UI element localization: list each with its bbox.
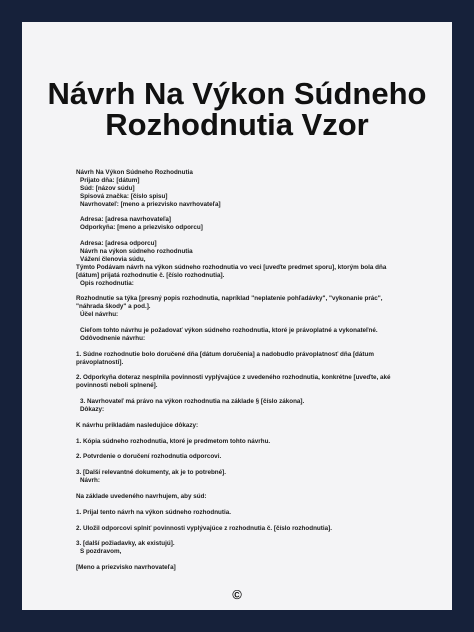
blank-line — [76, 414, 406, 422]
body-line: Návrh Na Výkon Súdneho Rozhodnutia — [76, 169, 193, 176]
blank-line — [76, 367, 406, 375]
body-line: Odporkyňa: [meno a priezvisko odporcu] — [80, 224, 203, 232]
body-line: 3. [další požiadavky, ak existujú]. — [76, 540, 175, 548]
body-line: 2. Odporkyňa doteraz nesplnila povinnosti vyplývajúce z uvedeného rozhodnutia, konkrétne [uveďte, aké povinnosti neboli splnené]. — [76, 374, 391, 390]
body-line: 1. Kópia súdneho rozhodnutia, ktoré je predmetom tohto návrhu. — [76, 437, 271, 445]
body-line: Na základe uvedeného navrhujem, aby súd: — [76, 492, 207, 500]
blank-line — [76, 446, 406, 454]
blank-line — [76, 532, 406, 540]
body-line: Navrhovateľ: [meno a priezvisko navrhovateľa] — [80, 200, 221, 208]
blank-line — [76, 232, 406, 240]
document-title — [22, 78, 452, 140]
title-line-2: Rozhodnutia Vzor — [105, 107, 369, 142]
blank-line — [76, 501, 406, 509]
body-line: Prijato dňa: [dátum] — [80, 176, 140, 184]
document-page — [22, 22, 452, 610]
body-line: S pozdravom, — [80, 548, 122, 556]
body-line: 1. Prijal tento návrh na výkon súdneho rozhodnutia. — [76, 508, 231, 516]
body-line: K návrhu prikladám nasledujúce dôkazy: — [76, 421, 199, 429]
body-line: 3. [Další relevantné dokumenty, ak je to potrebné]. — [76, 469, 226, 477]
blank-line — [76, 319, 406, 327]
blank-line — [76, 430, 406, 438]
blank-line — [76, 556, 406, 564]
body-line: Cieľom tohto návrhu je požadovať výkon súdneho rozhodnutia, ktoré je právoplatné a vykonateľné. — [80, 327, 378, 335]
blank-line — [76, 485, 406, 493]
body-line: [Meno a priezvisko navrhovateľa] — [76, 564, 176, 572]
body-line: Týmto Podávam návrh na výkon súdneho rozhodnutia vo veci [uveďte predmet sporu], ktorým bola dňa [dátum] prijatá rozhodnutie č. [číslo rozhodnutia]. — [76, 263, 387, 279]
blank-line — [76, 209, 406, 217]
body-line: Návrh: — [80, 477, 100, 485]
body-line: Adresa: [adresa odporcu] — [80, 240, 157, 248]
body-line: Dôkazy: — [80, 406, 105, 414]
body-line: Súd: [názov súdu] — [80, 184, 135, 192]
copyright-icon: © — [232, 587, 242, 602]
blank-line — [76, 288, 406, 296]
body-line: Vážení členovia súdu, — [80, 255, 146, 263]
body-line: 1. Súdne rozhodnutie bolo doručené dňa [dátum doručenia] a nadobudlo právoplatnosť dňa [dátum právoplatnosti]. — [76, 350, 374, 366]
body-line: Rozhodnutie sa týka [presný popis rozhodnutia, napríklad "neplatenie pohľadávky", "vykonanie prác", "náhrada škody" a pod.]. — [76, 295, 383, 311]
body-line: Spisová značka: [číslo spisu] — [80, 192, 168, 200]
body-line: 2. Uložil odporcovi splniť povinnosti vyplývajúce z rozhodnutia č. [číslo rozhodnutia]. — [76, 524, 332, 532]
body-line: 3. Navrhovateľ má právo na výkon rozhodnutia na základe § [číslo zákona]. — [80, 398, 305, 406]
blank-line — [76, 343, 406, 351]
body-line: Opis rozhodnutia: — [80, 279, 134, 287]
blank-line — [76, 517, 406, 525]
document-body — [76, 169, 406, 572]
body-line: Adresa: [adresa navrhovateľa] — [80, 216, 171, 224]
body-line: Návrh na výkon súdneho rozhodnutia — [80, 248, 193, 256]
blank-line — [76, 461, 406, 469]
body-line: Účel návrhu: — [80, 311, 119, 319]
blank-line — [76, 390, 406, 398]
title-line-1: Návrh Na Výkon Súdneho — [47, 76, 427, 111]
body-line: 2. Potvrdenie o doručení rozhodnutia odporcovi. — [76, 453, 222, 461]
body-line: Odôvodnenie návrhu: — [80, 334, 146, 342]
